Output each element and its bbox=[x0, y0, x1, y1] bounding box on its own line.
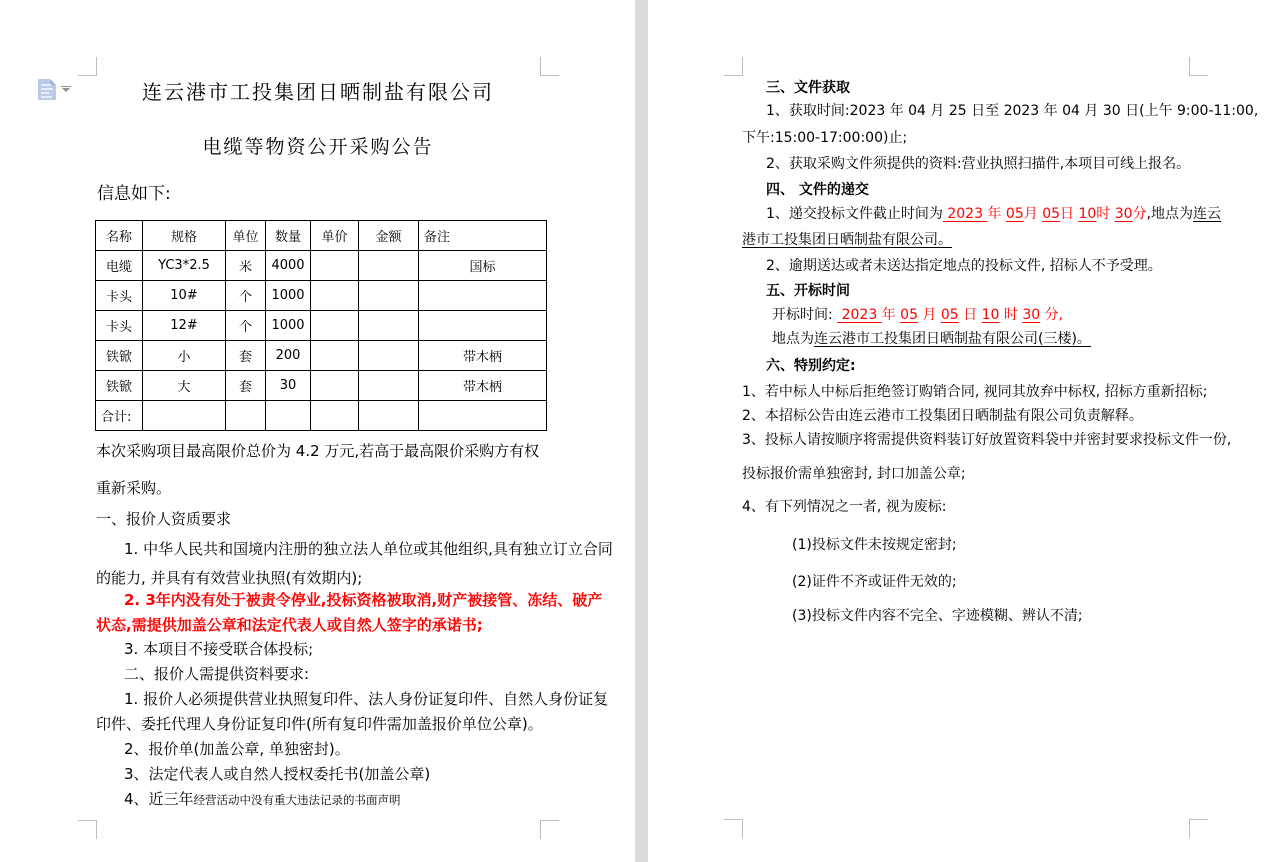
text-run: 港市工投集团日晒制盐有限公司。 bbox=[742, 232, 952, 248]
table-cell: 铁锨 bbox=[96, 371, 143, 401]
table-cell bbox=[359, 281, 419, 311]
text-run: 连云 bbox=[1193, 206, 1222, 222]
table-row bbox=[96, 401, 547, 431]
doc-line bbox=[742, 130, 907, 146]
table-header-cell: 单位 bbox=[226, 221, 266, 251]
text-run: 10 bbox=[981, 307, 1000, 323]
table-header-cell: 规格 bbox=[143, 221, 226, 251]
table-cell bbox=[359, 371, 419, 401]
document-title: 连云港市工投集团日晒制盐有限公司 bbox=[142, 80, 494, 104]
text-run: 30 bbox=[1114, 206, 1133, 222]
document-subtitle: 电缆等物资公开采购公告 bbox=[202, 136, 434, 158]
table-cell: 小 bbox=[143, 341, 226, 371]
text-run: 开标时间: bbox=[772, 307, 838, 323]
text-run: 2、获取采购文件须提供的资料:营业执照扫描件,本项目可线上报名。 bbox=[766, 156, 1191, 172]
margin-mark-top-left bbox=[724, 57, 743, 76]
paste-options-icon bbox=[38, 79, 56, 100]
text-run: 4、近三年 bbox=[124, 790, 194, 808]
table-cell: 个 bbox=[226, 311, 266, 341]
doc-line bbox=[124, 691, 608, 708]
text-run: 2、逾期送达或者未送达指定地点的投标文件, 招标人不予受理。 bbox=[766, 258, 1162, 274]
table-cell: 1000 bbox=[266, 311, 311, 341]
doc-line bbox=[124, 791, 401, 808]
doc-line bbox=[96, 443, 539, 460]
text-run: 地点为 bbox=[772, 331, 814, 347]
doc-line bbox=[772, 331, 1091, 347]
doc-line bbox=[96, 511, 231, 528]
doc-line bbox=[742, 499, 947, 515]
text-run: (3)投标文件内容不完全、字迹模糊、辨认不清; bbox=[792, 608, 1083, 624]
text-run: 日 bbox=[958, 307, 982, 323]
doc-line bbox=[96, 716, 543, 733]
table-cell bbox=[311, 311, 359, 341]
doc-line bbox=[766, 156, 1190, 172]
text-run: , bbox=[1058, 307, 1064, 323]
table-cell bbox=[419, 311, 547, 341]
doc-line bbox=[124, 741, 350, 758]
margin-mark-bottom-left bbox=[78, 820, 97, 839]
table-cell: 带木柄 bbox=[419, 341, 547, 371]
doc-line bbox=[792, 537, 957, 553]
doc-line bbox=[742, 466, 966, 482]
table-cell bbox=[311, 401, 359, 431]
doc-line bbox=[766, 206, 1221, 222]
table-cell: 200 bbox=[266, 341, 311, 371]
text-run: 月 bbox=[917, 307, 941, 323]
doc-line bbox=[792, 574, 957, 590]
doc-line bbox=[96, 570, 362, 587]
text-run: 年 bbox=[881, 307, 901, 323]
doc-line bbox=[772, 307, 1063, 323]
text-run: 日 bbox=[1060, 206, 1079, 222]
table-cell bbox=[311, 341, 359, 371]
table-cell bbox=[143, 401, 226, 431]
margin-mark-top-right bbox=[540, 57, 559, 76]
doc-line bbox=[792, 608, 1083, 624]
paste-options-button[interactable] bbox=[36, 77, 74, 103]
table-cell: 卡头 bbox=[96, 281, 143, 311]
doc-line bbox=[742, 232, 952, 248]
page-gap bbox=[635, 0, 648, 862]
intro-label: 信息如下: bbox=[97, 184, 171, 204]
text-run: 3、法定代表人或自然人授权委托书(加盖公章) bbox=[124, 765, 431, 783]
table-row bbox=[96, 251, 547, 281]
text-run: 时 bbox=[999, 307, 1023, 323]
table-cell bbox=[419, 281, 547, 311]
text-run: 05 bbox=[1005, 206, 1024, 222]
text-run: 一、报价人资质要求 bbox=[96, 510, 232, 528]
table-row bbox=[96, 311, 547, 341]
text-run: 10 bbox=[1078, 206, 1097, 222]
text-run: 连云港市工投集团日晒制盐有限公司(三楼)。 bbox=[814, 331, 1091, 347]
doc-line bbox=[766, 258, 1162, 274]
text-run: 1、若中标人中标后拒绝签订购销合同, 视同其放弃中标权, 招标方重新招标; bbox=[742, 384, 1208, 400]
table-row bbox=[96, 341, 547, 371]
text-run: ,地点为 bbox=[1146, 206, 1194, 222]
table-cell bbox=[311, 281, 359, 311]
table-cell: 个 bbox=[226, 281, 266, 311]
text-run: 分 bbox=[1040, 307, 1059, 323]
table-cell bbox=[359, 341, 419, 371]
table-cell: 大 bbox=[143, 371, 226, 401]
text-run: 2. 3年内没有处于被责令停业,投标资格被取消,财产被接管、冻结、破产 bbox=[124, 591, 603, 609]
margin-mark-bottom-right bbox=[1189, 819, 1208, 838]
text-run: 2023 bbox=[942, 206, 988, 222]
text-run: 时 bbox=[1096, 206, 1115, 222]
chevron-down-icon bbox=[61, 86, 71, 87]
text-run: (1)投标文件未按规定密封; bbox=[792, 537, 957, 553]
table-header-cell: 数量 bbox=[266, 221, 311, 251]
text-run: 4、有下列情况之一者, 视为废标: bbox=[742, 499, 947, 515]
text-run: 状态,需提供加盖公章和法定代表人或自然人签字的承诺书; bbox=[96, 616, 483, 634]
text-run: 印件、委托代理人身份证复印件(所有复印件需加盖报价单位公章)。 bbox=[96, 715, 543, 733]
text-run: 下午:15:00-17:00:00)止; bbox=[742, 130, 908, 146]
text-run: 月 bbox=[1023, 206, 1043, 222]
text-run: 3、投标人请按顺序将需提供资料装订好放置资料袋中并密封要求投标文件一份, bbox=[742, 432, 1232, 448]
doc-line bbox=[766, 358, 856, 374]
table-cell: 卡头 bbox=[96, 311, 143, 341]
doc-line bbox=[124, 592, 602, 609]
table-cell: 30 bbox=[266, 371, 311, 401]
table-cell bbox=[359, 251, 419, 281]
margin-mark-top-right bbox=[1189, 57, 1208, 76]
margin-mark-bottom-right bbox=[540, 820, 559, 839]
table-cell: 12# bbox=[143, 311, 226, 341]
table-cell: 铁锨 bbox=[96, 341, 143, 371]
table-cell: 套 bbox=[226, 341, 266, 371]
margin-mark-bottom-left bbox=[724, 819, 743, 838]
doc-line bbox=[96, 480, 171, 497]
text-run: 四、 文件的递交 bbox=[766, 182, 869, 198]
text-run: 重新采购。 bbox=[96, 479, 172, 497]
doc-line bbox=[766, 182, 869, 198]
doc-line bbox=[124, 541, 613, 558]
page-2 bbox=[648, 0, 1283, 862]
table-header-row bbox=[96, 221, 547, 251]
text-run: 05 bbox=[900, 307, 918, 323]
text-run: 六、特别约定: bbox=[766, 358, 856, 374]
table-cell: 套 bbox=[226, 371, 266, 401]
text-run: 2、本招标公告由连云港市工投集团日晒制盐有限公司负责解释。 bbox=[742, 408, 1143, 424]
doc-line bbox=[124, 766, 430, 783]
table-header-cell: 单价 bbox=[311, 221, 359, 251]
text-run: 1. 中华人民共和国境内注册的独立法人单位或其他组织,具有独立订立合同 bbox=[124, 540, 613, 558]
table-cell: YC3*2.5 bbox=[143, 251, 226, 281]
text-run: 五、开标时间 bbox=[766, 283, 850, 299]
table-cell: 1000 bbox=[266, 281, 311, 311]
text-run: 三、文件获取 bbox=[766, 80, 850, 96]
table-cell bbox=[266, 401, 311, 431]
table-header-cell: 备注 bbox=[419, 221, 547, 251]
table-cell: 10# bbox=[143, 281, 226, 311]
text-run: 投标报价需单独密封, 封口加盖公章; bbox=[742, 466, 966, 482]
doc-line bbox=[766, 283, 850, 299]
text-run: 的能力, 并具有有效营业执照(有效期内); bbox=[96, 569, 363, 587]
table-cell bbox=[311, 371, 359, 401]
text-run: 本次采购项目最高限价总价为 4.2 万元,若高于最高限价采购方有权 bbox=[96, 442, 540, 460]
doc-line bbox=[766, 80, 850, 96]
text-run: 经营活动中没有重大违法记录的书面声明 bbox=[193, 793, 401, 807]
page-1 bbox=[0, 0, 635, 862]
doc-line bbox=[766, 103, 1258, 119]
text-run: 分 bbox=[1132, 206, 1147, 222]
procurement-table bbox=[95, 220, 547, 431]
text-run: 05 bbox=[1042, 206, 1061, 222]
table-row bbox=[96, 371, 547, 401]
doc-line bbox=[742, 408, 1143, 424]
text-run: 3. 本项目不接受联合体投标; bbox=[124, 640, 314, 658]
text-run: 30 bbox=[1022, 307, 1041, 323]
text-run: 1. 报价人必须提供营业执照复印件、法人身份证复印件、自然人身份证复 bbox=[124, 690, 609, 708]
table-cell bbox=[311, 251, 359, 281]
table-cell: 带木柄 bbox=[419, 371, 547, 401]
text-run: 2023 bbox=[837, 307, 882, 323]
table-cell bbox=[226, 401, 266, 431]
text-run: (2)证件不齐或证件无效的; bbox=[792, 574, 957, 590]
table-cell: 国标 bbox=[419, 251, 547, 281]
text-run: 年 bbox=[987, 206, 1006, 222]
table-cell: 合计: bbox=[96, 401, 143, 431]
items-table bbox=[95, 220, 547, 431]
doc-line bbox=[124, 666, 309, 683]
doc-line bbox=[742, 432, 1231, 448]
doc-line bbox=[124, 641, 313, 658]
table-cell: 米 bbox=[226, 251, 266, 281]
table-cell bbox=[419, 401, 547, 431]
margin-mark-top-left bbox=[78, 57, 97, 76]
table-cell: 4000 bbox=[266, 251, 311, 281]
table-header-cell: 金额 bbox=[359, 221, 419, 251]
text-run: 1、递交投标文件截止时间为 bbox=[766, 206, 943, 222]
text-run: 二、报价人需提供资料要求: bbox=[124, 665, 310, 683]
doc-line bbox=[742, 384, 1207, 400]
table-header-cell: 名称 bbox=[96, 221, 143, 251]
doc-line bbox=[96, 617, 483, 634]
table-cell: 电缆 bbox=[96, 251, 143, 281]
text-run: 05 bbox=[940, 307, 959, 323]
table-cell bbox=[359, 401, 419, 431]
text-run: 2、报价单(加盖公章, 单独密封)。 bbox=[124, 740, 350, 758]
text-run: 1、获取时间:2023 年 04 月 25 日至 2023 年 04 月 30 日(上午 9:00-11:00, bbox=[766, 103, 1259, 119]
table-cell bbox=[359, 311, 419, 341]
table-row bbox=[96, 281, 547, 311]
